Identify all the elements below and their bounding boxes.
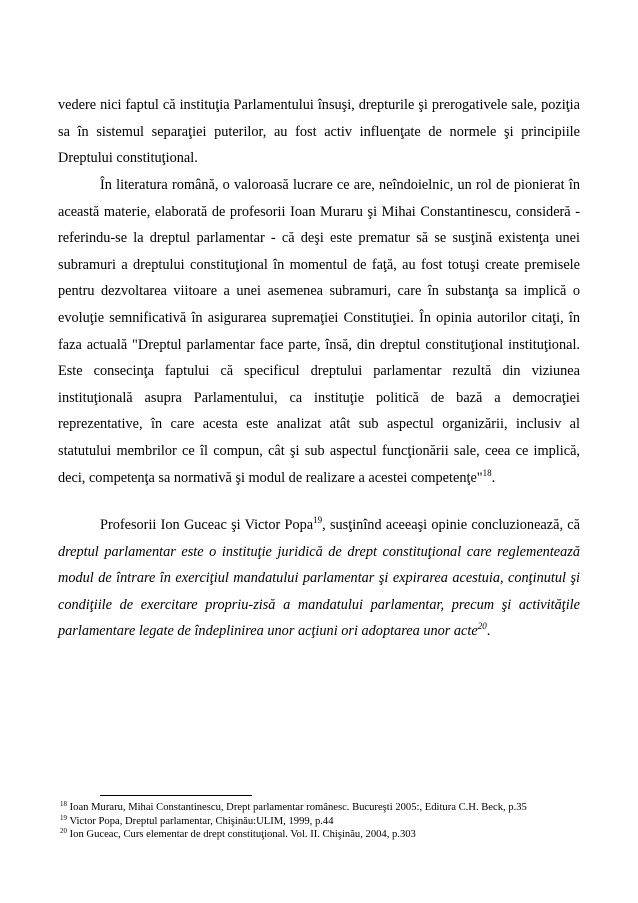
footnote-number: 20 xyxy=(60,827,67,835)
footnote-ref-19: 19 xyxy=(313,515,323,525)
paragraph-guceac-popa xyxy=(58,512,580,645)
paragraph-text: În literatura română, o valoroasă lucrare ce are, neîndoielnic, un rol de pionierat în această materie, elaborată de profesorii Ioan Muraru şi Mihai Constantinescu, consideră - referindu-se la dreptul parlamentar - că deşi este prematur să se susţină existenţa unei subramuri a dreptului constituţional în momentul de faţă, au fost totuşi create premisele pentru dezvoltarea viitoare a unei asemenea subramuri, care în substanţa sa implică o evoluţie semnificativă în asigurarea supremaţiei Constituţiei. În opinia autorilor citaţi, în faza actuală "Dreptul parlamentar face parte, însă, din dreptul constituţional instituţional. Este consecinţa faptului că specificul dreptului parlamentar rezultă din viziunea instituţională asupra Parlamentului, ca instituţie politică de bază a democraţiei reprezentative, în care acesta este analizat atât sub aspectul organizării, inclusiv al statutului membrilor ce îl compun, cât şi sub aspectul funcţionării sale, ceea ce implică, deci, competenţa sa normativă şi modul de realizare a acestei competenţe" xyxy=(58,177,580,486)
paragraph-body xyxy=(58,172,580,491)
footnote-number: 19 xyxy=(60,813,67,822)
footnote-18 xyxy=(60,801,620,815)
footnote-ref-20: 20 xyxy=(477,621,487,632)
paragraph-middle: , susţinînd aceeaşi opinie concluzionează, că xyxy=(322,517,580,533)
footnote-text: Victor Popa, Dreptul parlamentar, Chişinău:ULIM, 1999, p.44 xyxy=(69,815,334,827)
paragraph-body xyxy=(58,512,580,645)
footnote-ref-18: 18 xyxy=(482,467,492,478)
paragraph-text: vedere nici faptul că instituţia Parlamentului însuşi, drepturile şi prerogativele sale, poziţia sa în sistemul separaţiei puterilor, au fost activ influenţate de normele şi principiile Dreptului constituţional. xyxy=(58,97,580,167)
footnote-19 xyxy=(60,815,620,829)
footnote-number: 18 xyxy=(60,800,67,808)
footnotes xyxy=(60,801,620,842)
footnote-20 xyxy=(60,828,620,842)
paragraph-literature xyxy=(58,172,580,491)
footnote-text: Ion Guceac, Curs elementar de drept constituţional. Vol. II. Chişinău, 2004, p.303 xyxy=(69,829,416,840)
italic-definition: dreptul parlamentar este o instituţie juridică de drept constituţional care reglementează modul de întrare în exerciţiul mandatului parlamentar şi expirarea acestuia, conţinutul şi condiţiile de exercitare propriu-zisă a mandatului parlamentar, precum şi activităţile parlamentare legate de îndeplinirea unor acţiuni ori adoptarea unor acte xyxy=(58,543,580,640)
paragraph-start: Profesorii Ion Guceac şi Victor Popa xyxy=(100,517,314,533)
paragraph-continuation xyxy=(58,92,580,172)
footnote-text: Ioan Muraru, Mihai Constantinescu, Drept parlamentar românesc. Bucureşti 2005:, Editura C.H. Beck, p.35 xyxy=(69,802,527,813)
footnote-separator xyxy=(100,795,252,796)
paragraph-end: . xyxy=(491,469,496,486)
paragraph-end: . xyxy=(486,623,491,640)
